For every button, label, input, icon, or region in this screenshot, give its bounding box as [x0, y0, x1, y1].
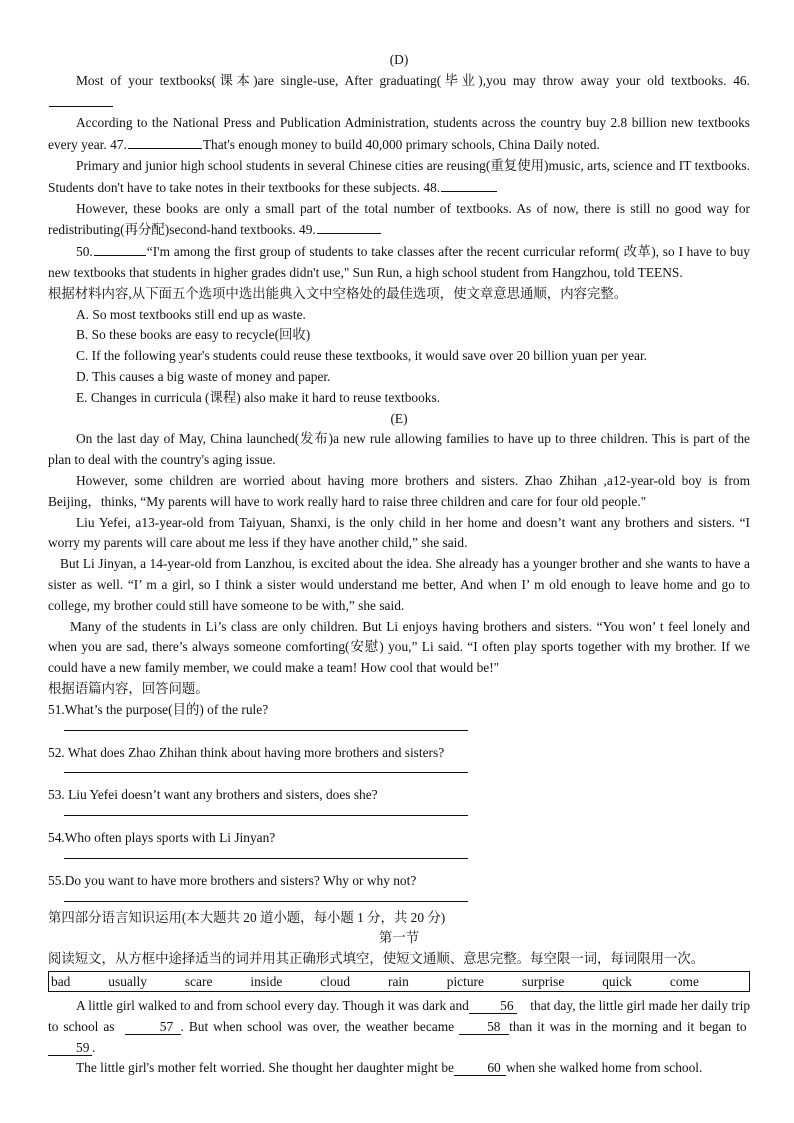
cloze-paragraph-1: A little girl walked to and from school every day. Though it was dark and 56 that day, the little girl made her daily trip to school as 57 . But when school was over, the weather became 58 than it was in the morning and it began to 59 .	[48, 998, 751, 1055]
answer-line-55[interactable]	[64, 896, 468, 902]
document-page	[48, 50, 750, 1079]
word-inside: inside	[250, 974, 283, 990]
word-surprise: surprise	[521, 974, 565, 990]
blank-57[interactable]: 57	[125, 1019, 181, 1035]
option-d: D. This causes a big waste of money and paper.	[76, 368, 331, 384]
section-d-label: (D)	[389, 52, 409, 67]
question-52: 52. What does Zhao Zhihan think about having more brothers and sisters?	[48, 744, 445, 760]
section-d-paragraph-2: According to the National Press and Publication Administration, students across the country buy 2.8 billion new textbooks every year. 47. That's enough money to build 40,000 primary schools, China Daily noted.	[48, 115, 750, 153]
section-d-paragraph-1: Most of your textbooks(课本)are single-use, After graduating(毕业),you may throw away your old textbooks. 46.	[48, 71, 750, 114]
section-e-paragraph-2: However, some children are worried about having more brothers and sisters. Zhao Zhihan ,a12-year-old boy is from Beijing，thinks, “My parents will have to work really hard to raise three children and care for four old people."	[48, 472, 750, 509]
answer-line-53[interactable]	[64, 810, 468, 816]
section-e-paragraph-1: On the last day of May, China launched(发布)a new rule allowing families to have up to three children. This is part of the plan to deal with the country's aging issue.	[48, 431, 750, 468]
question-51: 51.What’s the purpose(目的) of the rule?	[48, 701, 269, 717]
word-box	[48, 971, 750, 992]
blank-58[interactable]: 58	[459, 1019, 509, 1035]
blank-48[interactable]	[441, 177, 497, 192]
question-54: 54.Who often plays sports with Li Jinyan?	[48, 830, 276, 846]
section-e-paragraph-4: But Li Jinyan, a 14-year-old from Lanzhou, is excited about the idea. She already has a younger brother and she wants to have a sister as well. “I’ m a girl, so I think a sister would understand me better, And when I’ m old enough to leave home and go to college, my brother could still have someone to be with,” she said.	[48, 556, 750, 613]
answer-line-51[interactable]	[64, 725, 468, 731]
section-d-paragraph-5: 50. “I'm among the first group of students to take classes after the recent curricular reform( 改革), so I have to buy new textbooks that students in higher grades didn't use," Sun Run, a high school student from Hangzhou, told TEENS.	[48, 241, 750, 284]
section-d-instruction: 根据材料内容,从下面五个选项中选出能典入文中空格处的最佳选项，使文章意思通顺，内容完整。	[48, 285, 628, 301]
blank-46-label: 46.	[733, 72, 750, 88]
blank-50[interactable]	[94, 241, 146, 256]
answer-line-52[interactable]	[64, 767, 468, 773]
blank-59[interactable]: 59	[48, 1040, 92, 1056]
blank-56[interactable]: 56	[469, 998, 517, 1014]
section-e-paragraph-3: Liu Yefei, a13-year-old from Taiyuan, Shanxi, is the only child in her home and doesn’t want any brothers and sisters. “I worry my parents will care about me less if they have another child,” she said.	[48, 514, 750, 551]
word-rain: rain	[387, 974, 409, 990]
cloze-paragraph-2: The little girl's mother felt worried. She thought her daughter might be 60 when she walked home from school.	[76, 1060, 703, 1076]
word-bad: bad	[51, 974, 71, 990]
word-scare: scare	[184, 974, 213, 990]
option-b: B. So these books are easy to recycle(回收)	[76, 327, 311, 343]
answer-line-54[interactable]	[64, 853, 468, 859]
word-picture: picture	[446, 974, 484, 990]
blank-49[interactable]	[317, 219, 381, 234]
option-c: C. If the following year's students could reuse these textbooks, it would save over 20 billion yuan per year.	[76, 348, 648, 364]
word-usually: usually	[108, 974, 147, 990]
part-4-heading: 第四部分语言知识运用(本大题共 20 道小题，每小题 1 分，共 20 分)	[48, 909, 446, 925]
blank-60[interactable]: 60	[454, 1060, 506, 1076]
word-cloud: cloud	[320, 974, 351, 990]
word-come: come	[669, 974, 699, 990]
section-d-paragraph-4: However, these books are only a small part of the total number of textbooks. As of now, there is still no good way for redistributing(再分配)second-hand textbooks. 49.	[48, 200, 750, 238]
part-4-subheading: 第一节	[378, 930, 420, 946]
section-e-instruction: 根据语篇内容，回答问题。	[48, 680, 209, 696]
blank-47[interactable]	[128, 134, 202, 149]
section-e-paragraph-5: Many of the students in Li’s class are only children. But Li enjoys having brothers and sisters. “You won’ t feel lonely and when you are sad, there’s always someone comforting(安慰) you,” Li said. “I often play sports together with my brother. If we could have a new family member, we could make a team! How cool that would be!"	[48, 618, 750, 676]
section-d-paragraph-3: Primary and junior high school students in several Chinese cities are reusing(重复使用)music, arts, science and IT textbooks. Students don't have to take notes in their textbooks for these subjects. 48.	[48, 157, 750, 195]
question-53: 53. Liu Yefei doesn’t want any brothers and sisters, does she?	[48, 787, 378, 803]
option-e: E. Changes in curricula (课程) also make it hard to reuse textbooks.	[76, 389, 441, 405]
section-e-label: (E)	[390, 410, 408, 426]
question-55: 55.Do you want to have more brothers and sisters? Why or why not?	[48, 872, 417, 888]
blank-46[interactable]	[49, 92, 113, 107]
word-quick: quick	[602, 974, 632, 990]
option-a: A. So most textbooks still end up as waste.	[76, 306, 306, 322]
blank-50-label: 50.	[76, 244, 93, 260]
part-4-instruction: 阅读短文，从方框中途择适当的词并用其正确形式填空，使短文通顺、意思完整。每空限一词，每词限用一次。	[48, 951, 705, 967]
